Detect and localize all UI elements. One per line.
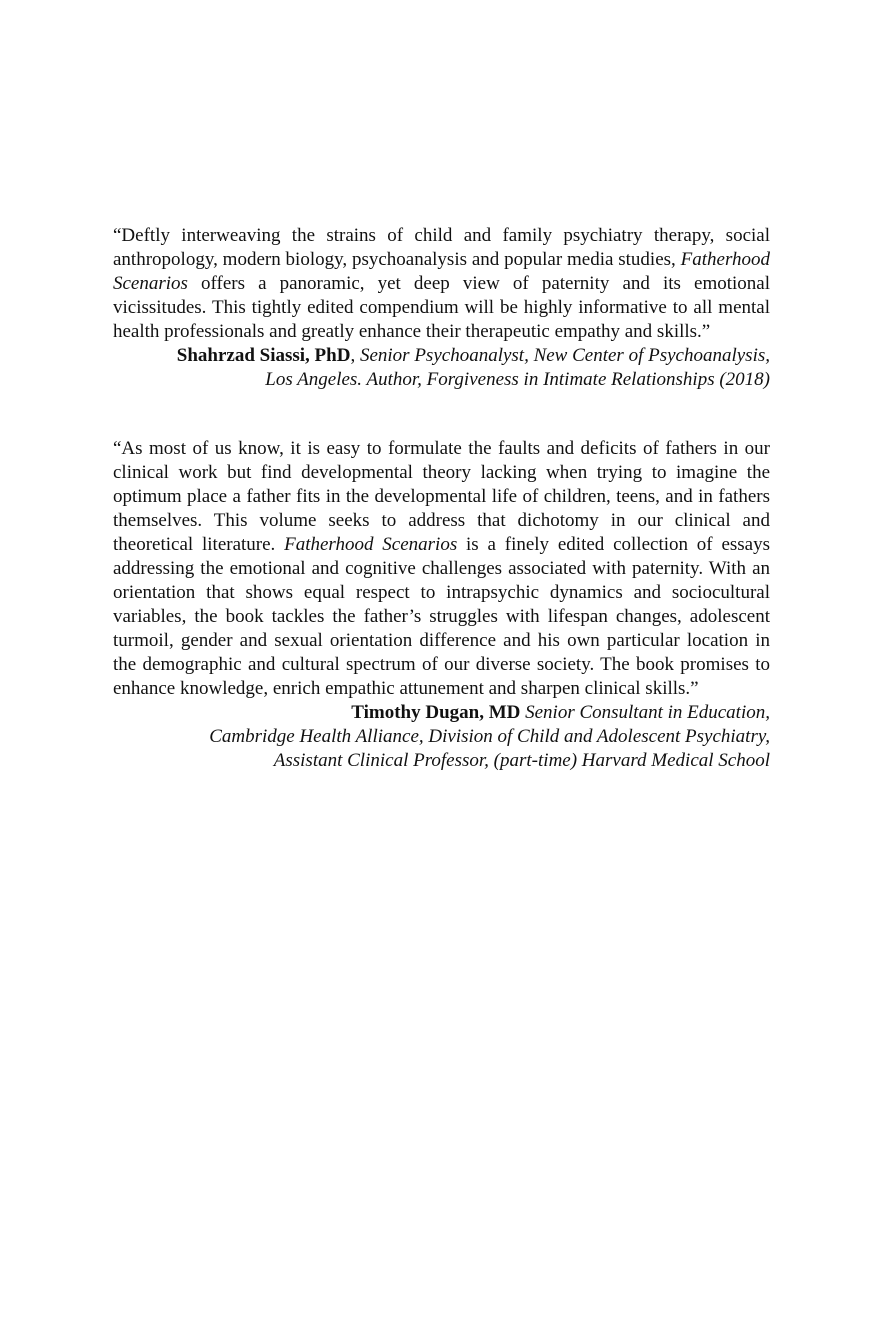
endorsement-attribution bbox=[113, 344, 770, 392]
book-title: Fatherhood Scenarios bbox=[113, 249, 770, 294]
endorsement bbox=[113, 437, 770, 773]
endorsement-quote bbox=[113, 437, 770, 701]
endorser-affiliation: Cambridge Health Alliance, Division of Child and Adolescent Psychiatry, bbox=[209, 726, 770, 747]
endorser-name: Shahrzad Siassi, PhD bbox=[176, 345, 351, 366]
endorser-affiliation: Assistant Clinical Professor, (part-time) Harvard Medical School bbox=[273, 750, 770, 771]
endorser-affiliation: Senior Psychoanalyst, New Center of Psychoanalysis, bbox=[359, 345, 770, 366]
endorser-affiliation: Los Angeles. Author, Forgiveness in Intimate Relationships (2018) bbox=[265, 369, 770, 390]
endorsement bbox=[113, 224, 770, 392]
endorsement-quote bbox=[113, 224, 770, 344]
quote-text: is a finely edited collection of essays addressing the emotional and cognitive challenges associated with paternity. With an orientation that shows equal respect to intrapsychic dynamics and sociocultural variables, the book tackles the father’s struggles with lifespan changes, adolescent turmoil, gender and sexual orientation difference and his own particular location in the demographic and cultural spectrum of our diverse society. The book promises to enhance knowledge, enrich empathic attunement and sharpen clinical skills.” bbox=[113, 534, 770, 699]
name-separator: , bbox=[350, 345, 360, 366]
quote-text: offers a panoramic, yet deep view of paternity and its emotional vicissitudes. This tightly edited compendium will be highly informative to all mental health professionals and greatly enhance their therapeutic empathy and skills.” bbox=[113, 273, 770, 342]
endorsement-attribution bbox=[113, 701, 770, 773]
endorser-affiliation: Senior Consultant in Education, bbox=[525, 702, 770, 723]
book-title: Fatherhood Scenarios bbox=[284, 534, 458, 555]
endorser-name: Timothy Dugan, MD bbox=[351, 702, 521, 723]
quote-text: “Deftly interweaving the strains of child and family psychiatry therapy, social anthropology, modern biology, psychoanalysis and popular media studies, bbox=[113, 225, 770, 270]
quote-text: “As most of us know, it is easy to formulate the faults and deficits of fathers in our clinical work but find developmental theory lacking when trying to imagine the optimum place a father fits in the developmental life of children, teens, and in fathers themselves. This volume seeks to address that dichotomy in our clinical and theoretical literature. bbox=[113, 438, 770, 555]
